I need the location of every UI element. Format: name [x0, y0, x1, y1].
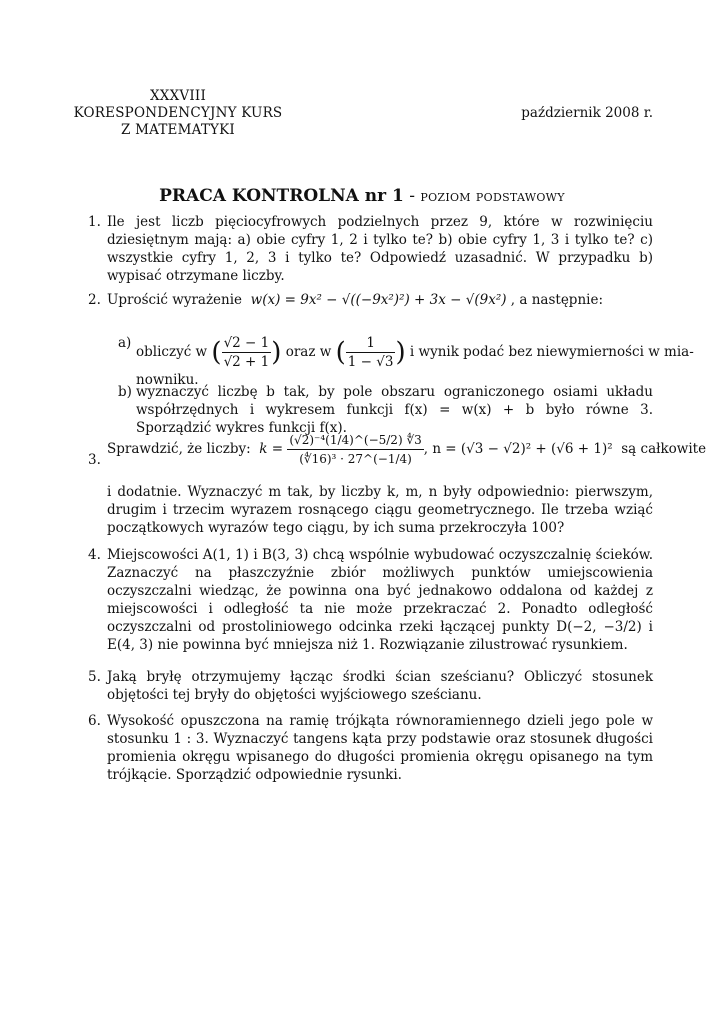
fraction-denominator: (∜16)³ · 27^(−1/4): [299, 452, 412, 466]
problem-text: Wysokość opuszczona na ramię trójkąta równoramiennego dzieli jego pole w stosunku 1 : 3. Wyznaczyć tangens kąta przy podstawie oraz stosunek długości promienia okręgu wpisanego do długości promienia okręgu opisanego na tym trójkącie. Sporządzić odpowiednie rysunki.: [107, 713, 653, 783]
problem-4: [88, 546, 653, 654]
problem-text: i dodatnie. Wyznaczyć m tak, by liczby k, m, n były odpowiednio: pierwszym, drugim i trzecim wyrazem rosnącego ciągu geometrycznego. Ile trzeba wziąć początkowych wyrazów tego ciągu, by ich suma przekroczyła 100?: [107, 484, 653, 536]
subproblem-b-text: wyznaczyć liczbę b tak, by pole obszaru ograniczonego osiami układu współrzędnych i wykresem funkcji f(x) = w(x) + b było równe 3. Sporządzić wykres funkcji f(x).: [136, 384, 653, 436]
n-expression: , n = (√3 − √2)² + (√6 + 1)²: [423, 441, 613, 457]
problem-2a: [118, 334, 694, 389]
problem-intro-tail: , a następnie:: [510, 292, 603, 308]
fraction-arg2: [346, 334, 396, 371]
subproblem-label: b): [118, 384, 132, 400]
subproblem-a-text1: obliczyć w: [136, 344, 208, 360]
course-header: [60, 88, 296, 139]
problem-number: 5.: [88, 669, 101, 685]
course-edition: XXXVIII: [150, 88, 206, 104]
fraction-arg1: [222, 334, 272, 371]
k-lhs: k =: [259, 441, 284, 457]
k-fraction: [287, 431, 423, 468]
problem-formula: w(x) = 9x² − √((−9x²)²) + 3x − √(9x²): [250, 292, 507, 308]
problem-number: 6.: [88, 713, 101, 729]
problem-intro: [107, 291, 653, 309]
problem-formula-line: [107, 431, 707, 468]
problem-intro-text: Uprościć wyrażenie: [107, 292, 243, 308]
problem-2b: [118, 383, 653, 437]
problem-number: 4.: [88, 547, 101, 563]
fraction-numerator: √2 − 1: [223, 335, 270, 351]
problem-text: Ile jest liczb pięciocyfrowych podzielnych przez 9, które w rozwinięciu dziesiętnym mają: a) obie cyfry 1, 2 i tylko te? b) obie cyfry 1, 3 i tylko te? c) wszystkie cyfry 1, 2, 3 i tylko te? Odpowiedź uzasadnić. W przypadku b) wypisać otrzymane liczby.: [107, 214, 653, 284]
problem-2: [88, 291, 653, 309]
subproblem-a-text3: nowniku.: [136, 372, 199, 388]
subproblem-label: a): [118, 335, 132, 351]
subproblem-a-text2: i wynik podać bez niewymierności w mia-: [409, 344, 694, 360]
title-separator: -: [403, 186, 421, 206]
problem-text: Jaką bryłę otrzymujemy łącząc środki ścian sześcianu? Obliczyć stosunek objętości tej bryły do objętości wyjściowego sześcianu.: [107, 669, 653, 703]
problem-text: Miejscowości A(1, 1) i B(3, 3) chcą wspólnie wybudować oczyszczalnię ścieków. Zaznaczyć na płaszczyźnie zbiór możliwych punktów umiejscowienia oczyszczalni wiedząc, że powinna ona być jednakowo oddalona od każdej z miejscowości i odległość ta nie może przekraczać 2. Ponadto odległość oczyszczalni od prostoliniowego odcinka rzeki łączącej punkty D(−2, −3/2) i E(4, 3) nie powinna być mniejsza niż 1. Rozwiązanie zilustrować rysunkiem.: [107, 547, 653, 653]
fraction-numerator: (√2)⁻⁴(1/4)^(−5/2) ∜3: [287, 431, 423, 450]
fraction-denominator: 1 − √3: [347, 354, 394, 370]
problem-3: [88, 431, 707, 468]
problem-formula-tail: są całkowite: [621, 441, 707, 457]
page-title: [0, 186, 724, 206]
problem-3-body: [88, 483, 653, 537]
course-subject: Z MATEMATYKI: [121, 122, 235, 138]
paren-open: (: [211, 337, 222, 368]
problem-number: 1.: [88, 214, 101, 230]
fraction-denominator: √2 + 1: [223, 354, 270, 370]
paren-open: (: [335, 337, 346, 368]
problem-6: [88, 712, 653, 784]
title-main: PRACA KONTROLNA nr 1: [159, 186, 404, 206]
subproblem-a-line: [136, 334, 694, 371]
problem-number: 2.: [88, 292, 101, 308]
problem-number: 3.: [88, 452, 101, 468]
problem-intro-text: Sprawdzić, że liczby:: [107, 441, 251, 457]
fraction-numerator: 1: [346, 334, 396, 353]
problem-5: [88, 668, 653, 704]
subproblem-a-mid: oraz w: [285, 344, 332, 360]
paren-close: ): [271, 337, 282, 368]
title-level: poziom podstawowy: [420, 187, 565, 205]
paren-close: ): [395, 337, 406, 368]
issue-date: październik 2008 r.: [521, 105, 653, 121]
course-name: KORESPONDENCYJNY KURS: [73, 105, 283, 121]
problem-1: [88, 213, 653, 285]
